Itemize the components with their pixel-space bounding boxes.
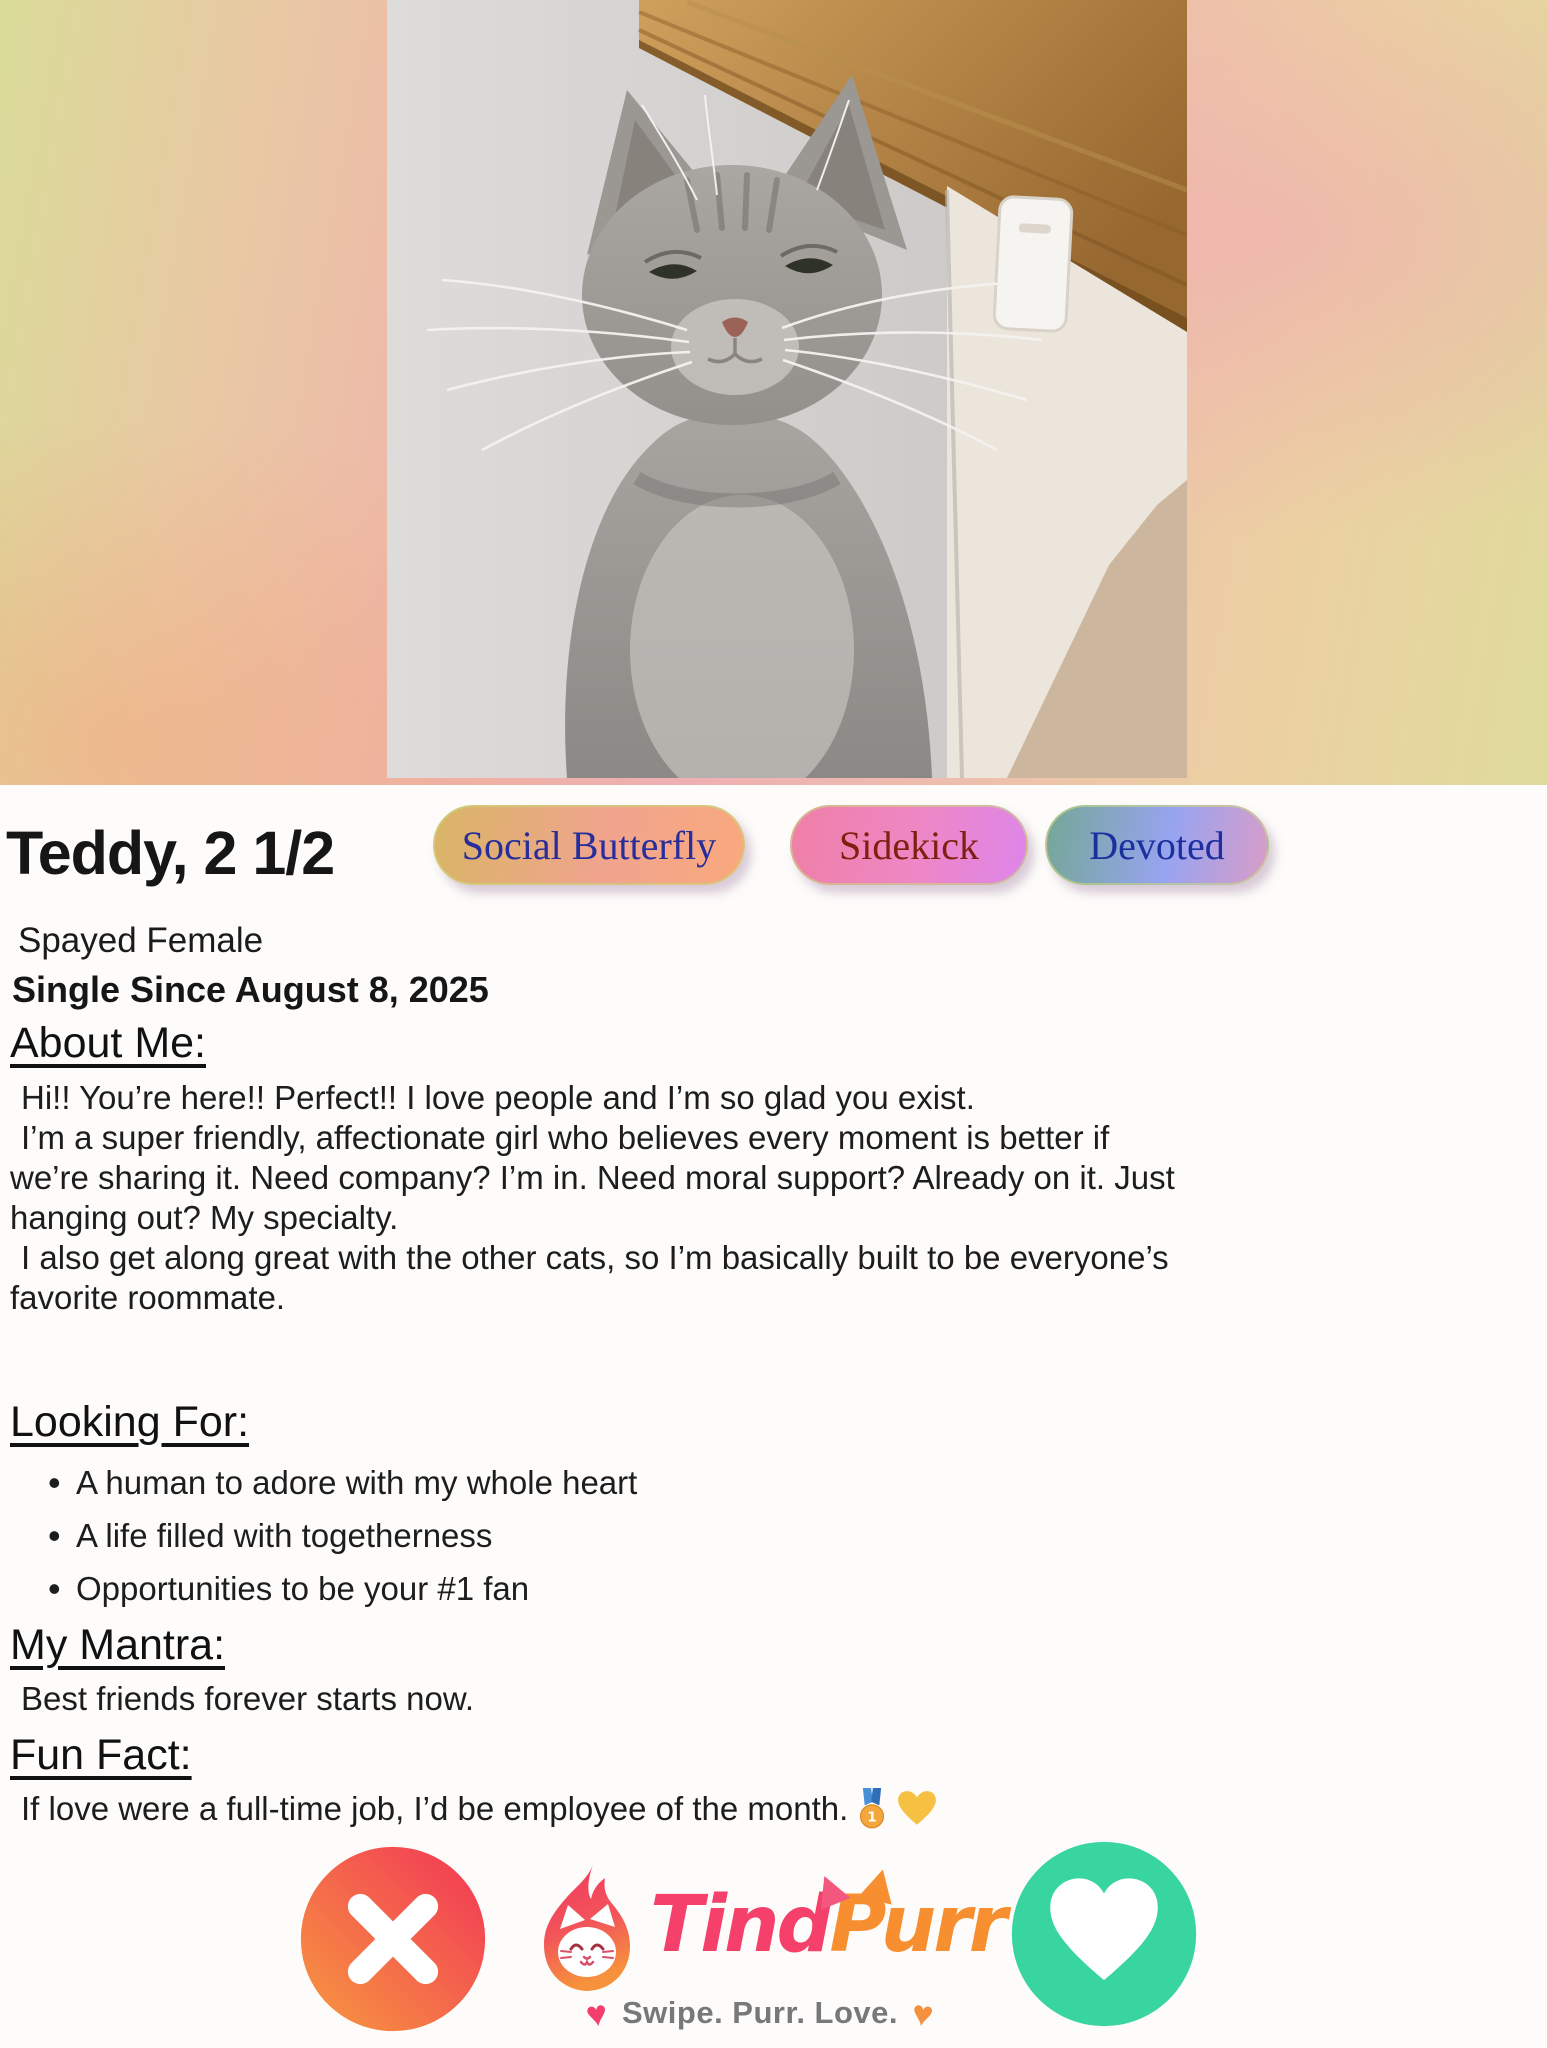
brand-word-tind: Tind (650, 1880, 830, 1970)
about-paragraph: Hi!! You’re here!! Perfect!! I love people and I’m so glad you exist. (21, 1079, 975, 1116)
heart-icon (1008, 1838, 1200, 2030)
list-item: • Opportunities to be your #1 fan (48, 1562, 1537, 1615)
wall-device (994, 196, 1073, 332)
first-place-medal-icon (854, 1788, 890, 1830)
profile-header (0, 803, 1547, 915)
fun-fact-text: If love were a full-time job, I’d be employee of the month. (21, 1790, 849, 1827)
sex-status: Spayed Female (18, 921, 264, 960)
mantra-text: Best friends forever starts now. (21, 1680, 475, 1717)
cat-photo (387, 0, 1187, 778)
looking-for-heading: Looking For: (10, 1398, 250, 1446)
yellow-heart-icon (896, 1788, 938, 1830)
fun-fact-heading: Fun Fact: (10, 1731, 192, 1779)
gradient-banner (0, 0, 1547, 785)
pet-name: Teddy, 2 1/2 (6, 819, 335, 887)
about-me-heading: About Me: (10, 1019, 206, 1067)
list-item: • A life filled with togetherness (48, 1509, 1537, 1562)
tagline-text: Swipe. Purr. Love. (621, 1995, 899, 2030)
svg-text:1: 1 (867, 1809, 878, 1826)
looking-for-list (10, 1456, 1537, 1615)
brand-word-purr: Purr (829, 1880, 1005, 1970)
badge-label: Social Butterfly (461, 822, 717, 868)
badge-sidekick (790, 805, 1028, 885)
badge-label: Sidekick (839, 822, 979, 868)
list-item: • A human to adore with my whole heart (48, 1456, 1537, 1509)
about-paragraph: I’m a super friendly, affectionate girl who believes every moment is better if we’re sharing it. Need company? I’m in. Need moral support? Already on it. Just hanging out? My specialty. (10, 1119, 1175, 1236)
single-since: Single Since August 8, 2025 (12, 969, 489, 1010)
about-paragraph: I also get along great with the other cats, so I’m basically built to be everyone’s favorite roommate. (10, 1239, 1169, 1316)
footer (0, 1835, 1547, 2048)
profile-content (0, 921, 1547, 1830)
tindpurr-flame-cat-logo (527, 1863, 645, 1993)
my-mantra-heading: My Mantra: (10, 1621, 226, 1669)
badge-devoted (1045, 805, 1269, 885)
badge-social-butterfly (433, 805, 745, 885)
badge-label: Devoted (1089, 822, 1225, 868)
like-button[interactable] (1008, 1838, 1200, 2030)
pink-heart-icon: ♥ (583, 1991, 611, 2036)
orange-heart-icon: ♥ (909, 1991, 937, 2036)
